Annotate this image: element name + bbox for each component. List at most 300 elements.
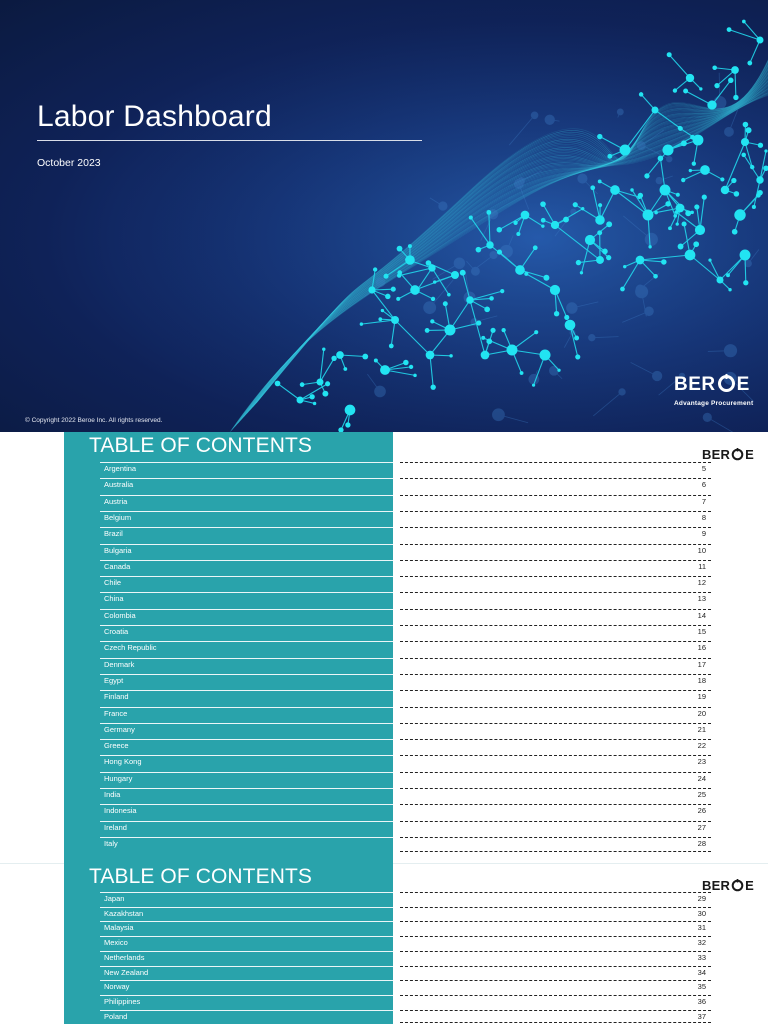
toc-entry-rule: [100, 980, 393, 981]
toc-entry-page: 33: [697, 952, 706, 962]
network-node: [403, 360, 409, 366]
toc-entry-rule: [100, 674, 393, 675]
network-node: [541, 224, 544, 227]
faint-node: [652, 371, 661, 380]
network-node: [606, 255, 611, 260]
faint-node: [531, 112, 538, 119]
toc-entry-label: Canada: [104, 561, 131, 571]
logo-tagline: Advantage Procurement: [674, 400, 754, 407]
network-node: [685, 210, 691, 216]
network-node: [383, 274, 388, 279]
network-hub: [643, 210, 654, 221]
network-node: [673, 214, 677, 218]
network-hub: [734, 209, 745, 220]
network-hub: [551, 221, 559, 229]
toc-leader-line: [400, 723, 711, 724]
logo-o-icon: [731, 448, 744, 461]
network-hub: [651, 106, 658, 113]
faint-node: [724, 127, 733, 136]
network-node: [345, 422, 350, 427]
network-node: [476, 321, 481, 326]
network-hub: [380, 365, 390, 375]
toc-page-2: [0, 863, 768, 1024]
toc-entry-page: 19: [697, 692, 706, 702]
network-node: [433, 280, 436, 283]
toc-entry-page: 18: [697, 675, 706, 685]
beroe-logo: [674, 374, 753, 407]
network-hub: [481, 351, 490, 360]
toc-entry-label: Japan: [104, 894, 125, 903]
toc-leader-line: [400, 851, 711, 852]
toc-leader-line: [400, 527, 711, 528]
network-node: [576, 260, 581, 265]
network-node: [447, 293, 451, 297]
network-hub: [662, 144, 673, 155]
network-node: [460, 270, 466, 276]
toc-leader-line: [400, 921, 711, 922]
toc-entry-rule: [100, 478, 393, 479]
network-node: [747, 61, 752, 66]
network-node: [667, 52, 672, 57]
toc-entry-label: Malaysia: [104, 923, 134, 933]
network-hub: [550, 285, 560, 295]
toc-entry-label: Germany: [104, 724, 135, 734]
network-node: [391, 287, 396, 292]
network-hub: [731, 66, 739, 74]
network-node: [497, 227, 502, 232]
network-node: [431, 384, 436, 389]
toc-entry-rule: [100, 707, 393, 708]
toc-entry-rule: [100, 560, 393, 561]
toc-entry-rule: [100, 527, 393, 528]
toc-entry-page: 17: [697, 659, 706, 669]
network-node: [734, 191, 740, 197]
network-node: [681, 178, 685, 182]
toc-leader-line: [400, 755, 711, 756]
toc-leader-line: [400, 951, 711, 952]
network-hub: [428, 264, 435, 271]
network-node: [486, 210, 491, 215]
toc-entry-rule: [100, 625, 393, 626]
toc-entry-rule: [100, 821, 393, 822]
network-hub: [721, 186, 729, 194]
network-hub: [700, 165, 710, 175]
network-node: [720, 177, 724, 181]
toc-entry-rule: [100, 495, 393, 496]
network-node: [513, 221, 517, 225]
toc-entry-page: 25: [697, 790, 706, 799]
network-node: [580, 271, 583, 274]
network-node: [486, 338, 492, 344]
toc-entry-rule: [100, 966, 393, 967]
toc-leader-line: [400, 511, 711, 512]
network-node: [501, 328, 505, 332]
toc-entry-page: 7: [701, 496, 706, 506]
toc-leader-line: [400, 1010, 711, 1011]
network-node: [449, 354, 452, 357]
faint-node: [424, 302, 436, 314]
network-node: [397, 246, 403, 252]
network-hub: [595, 215, 605, 225]
network-node: [590, 185, 595, 190]
toc-entry-page: 9: [701, 529, 706, 539]
toc-entry-rule: [100, 907, 393, 908]
faint-node: [567, 303, 578, 314]
toc-entry-page: 10: [697, 545, 706, 555]
toc-entry-page: 36: [697, 996, 706, 1006]
cover-date: October 2023: [37, 157, 101, 169]
toc-entry-page: 16: [697, 643, 706, 653]
network-node: [607, 154, 612, 159]
network-hub: [707, 100, 716, 109]
network-node: [540, 201, 546, 207]
toc-entry-rule: [100, 1010, 393, 1011]
network-node: [743, 280, 748, 285]
toc-entry-page: 15: [697, 627, 706, 636]
logo-o-icon: [717, 374, 736, 393]
toc-entry-page: 31: [697, 923, 706, 933]
toc-entry-label: Greece: [104, 741, 129, 751]
toc-entry-page: 11: [698, 561, 706, 571]
network-node: [746, 127, 752, 133]
faint-node: [703, 413, 711, 421]
faint-node: [635, 286, 647, 298]
network-node: [728, 288, 731, 291]
logo-e: E: [745, 447, 754, 462]
toc-entry-page: 26: [697, 806, 706, 816]
title-underline: [37, 140, 422, 141]
network-node: [409, 365, 413, 369]
toc-leader-line: [400, 907, 711, 908]
faint-node: [619, 389, 626, 396]
faint-node: [617, 109, 623, 115]
toc-leader-line: [400, 995, 711, 996]
network-node: [741, 153, 746, 158]
toc-entry-page: 27: [697, 822, 706, 832]
network-node: [275, 381, 281, 387]
toc-entry-page: 5: [701, 464, 706, 473]
network-hub: [391, 316, 399, 324]
toc-entry-rule: [100, 755, 393, 756]
toc-entry-page: 6: [701, 480, 706, 490]
network-hub: [297, 397, 304, 404]
faint-node: [439, 202, 447, 210]
network-node: [683, 89, 688, 94]
network-node: [500, 289, 504, 293]
toc-leader-line: [400, 804, 711, 805]
network-node: [381, 309, 384, 312]
network-node: [325, 381, 330, 386]
toc-entry-rule: [100, 690, 393, 691]
network-node: [726, 273, 730, 277]
toc-entry-page: 29: [697, 894, 706, 903]
network-hub: [317, 379, 324, 386]
network-node: [497, 250, 502, 255]
network-node: [300, 382, 305, 387]
toc-entry-page: 23: [697, 757, 706, 767]
toc-entry-label: Colombia: [104, 610, 136, 620]
faint-node: [490, 251, 497, 258]
network-node: [620, 287, 625, 292]
network-node: [681, 140, 687, 146]
toc-leader-line: [400, 560, 711, 561]
network-node: [598, 203, 602, 207]
toc-entry-rule: [100, 788, 393, 789]
network-hub: [716, 276, 723, 283]
network-hub: [565, 320, 576, 331]
toc-entry-label: China: [104, 594, 124, 604]
network-hub: [610, 185, 620, 195]
toc-entry-rule: [100, 723, 393, 724]
network-hub: [585, 235, 595, 245]
network-node: [481, 336, 485, 340]
toc-entry-page: 22: [697, 741, 706, 751]
network-node: [541, 218, 546, 223]
toc-entry-label: Egypt: [104, 675, 124, 685]
toc-leader-line: [400, 966, 711, 967]
toc-leader-line: [400, 674, 711, 675]
toc-entry-rule: [100, 995, 393, 996]
network-node: [362, 354, 368, 360]
toc-entry-label: Indonesia: [104, 806, 137, 816]
logo-e: E: [736, 374, 750, 395]
network-hub: [756, 36, 763, 43]
network-node: [405, 258, 408, 261]
network-hub: [521, 211, 530, 220]
network-node: [623, 265, 626, 268]
faint-node: [545, 115, 554, 124]
network-node: [360, 322, 363, 325]
toc-entry-page: 28: [697, 838, 706, 848]
toc-entry-page: 21: [697, 724, 706, 734]
network-hub: [686, 74, 694, 82]
toc-entry-label: Austria: [104, 496, 128, 506]
network-node: [653, 274, 658, 279]
network-node: [678, 244, 684, 250]
network-hub: [596, 256, 604, 264]
toc-entry-rule: [100, 641, 393, 642]
toc-beroe-logo: [702, 447, 754, 462]
toc-entry-rule: [100, 609, 393, 610]
faint-node: [645, 233, 657, 245]
logo-o-icon: [731, 879, 744, 892]
network-node: [638, 193, 643, 198]
toc-entry-page: 12: [697, 578, 706, 588]
network-node: [322, 391, 328, 397]
toc-entry-label: Kazakhstan: [104, 908, 144, 918]
network-hub: [368, 286, 375, 293]
network-hub: [345, 405, 356, 416]
toc-page-1: [0, 432, 768, 863]
network-node: [678, 126, 683, 131]
toc-entry-label: France: [104, 708, 128, 718]
toc-leader-line: [400, 478, 711, 479]
toc-entry-label: Brazil: [104, 529, 123, 539]
logo-letters: BER: [702, 447, 731, 462]
network-node: [557, 369, 560, 372]
network-node: [708, 259, 711, 262]
toc-leader-line: [400, 625, 711, 626]
network-node: [758, 143, 763, 148]
network-node: [693, 241, 699, 247]
logo-wordmark: [674, 374, 753, 396]
toc-entry-label: Ireland: [104, 822, 127, 832]
network-node: [389, 344, 394, 349]
faint-node: [656, 177, 663, 184]
network-node: [408, 244, 412, 248]
network-node: [732, 229, 738, 235]
toc-entry-rule: [100, 576, 393, 577]
faint-node: [666, 156, 672, 162]
network-hub: [507, 345, 518, 356]
cover-slide: [0, 0, 768, 432]
network-node: [373, 267, 377, 271]
network-node: [690, 135, 695, 140]
network-node: [520, 371, 524, 375]
logo-letters: BER: [674, 374, 716, 395]
toc-entry-label: Argentina: [104, 464, 137, 473]
faint-node: [375, 386, 386, 397]
network-hub: [445, 325, 456, 336]
faint-node: [724, 344, 736, 356]
toc-entry-label: Netherlands: [104, 952, 145, 962]
faint-node: [492, 409, 504, 421]
toc-leader-line: [400, 707, 711, 708]
network-hub: [515, 265, 525, 275]
network-node: [543, 275, 549, 281]
network-node: [309, 394, 314, 399]
logo-letters: BER: [702, 878, 731, 893]
toc-entry-rule: [100, 951, 393, 952]
copyright-notice: © Copyright 2022 Beroe Inc. All rights reserved.: [25, 417, 163, 424]
toc-leader-line: [400, 658, 711, 659]
network-node: [690, 211, 693, 214]
network-node: [374, 359, 378, 363]
toc-leader-line: [400, 462, 711, 463]
network-graphic: [0, 0, 768, 432]
network-node: [673, 88, 677, 92]
toc-entry-page: 37: [697, 1011, 706, 1021]
toc-entry-label: Hong Kong: [104, 757, 142, 767]
toc-entry-label: Philippines: [104, 996, 141, 1006]
toc-entry-label: India: [104, 790, 121, 799]
network-node: [524, 272, 528, 276]
toc-leader-line: [400, 690, 711, 691]
toc-entry-page: 34: [697, 967, 706, 977]
network-node: [430, 319, 434, 323]
toc-entry-label: New Zealand: [104, 967, 149, 977]
network-node: [343, 367, 347, 371]
network-hub: [685, 250, 696, 261]
network-node: [682, 221, 687, 226]
toc-entry-rule: [100, 921, 393, 922]
toc-entry-label: Australia: [104, 480, 134, 490]
toc-heading: TABLE OF CONTENTS: [89, 865, 312, 888]
network-node: [554, 311, 559, 316]
network-hub: [695, 225, 705, 235]
toc-entry-label: Norway: [104, 982, 130, 992]
toc-beroe-logo: [702, 878, 754, 893]
toc-entry-page: 35: [697, 982, 706, 992]
toc-leader-line: [400, 1022, 711, 1023]
network-node: [639, 92, 643, 96]
toc-entry-label: Denmark: [104, 659, 135, 669]
network-node: [331, 356, 336, 361]
network-node: [597, 134, 602, 139]
network-node: [654, 211, 658, 215]
network-hub: [636, 256, 645, 265]
network-node: [575, 354, 580, 359]
network-node: [431, 297, 435, 301]
toc-heading: TABLE OF CONTENTS: [89, 434, 312, 457]
network-node: [516, 232, 520, 236]
network-node: [397, 273, 401, 277]
toc-entry-rule: [100, 772, 393, 773]
network-node: [694, 204, 699, 209]
toc-entry-page: 24: [697, 773, 706, 783]
network-node: [469, 216, 473, 220]
toc-leader-line: [400, 837, 711, 838]
toc-entry-label: Finland: [104, 692, 129, 702]
network-node: [692, 161, 696, 165]
faint-node: [578, 174, 587, 183]
network-node: [689, 169, 692, 172]
toc-leader-line: [400, 821, 711, 822]
network-node: [532, 384, 535, 387]
toc-leader-line: [400, 980, 711, 981]
network-node: [743, 122, 749, 128]
network-node: [425, 328, 430, 333]
toc-entry-rule: [100, 462, 393, 463]
network-hub: [336, 351, 344, 359]
network-node: [413, 374, 417, 378]
toc-leader-line: [400, 576, 711, 577]
network-node: [661, 259, 666, 264]
network-hub: [466, 296, 473, 303]
network-node: [665, 201, 671, 207]
network-node: [606, 221, 612, 227]
network-hub: [486, 241, 493, 248]
network-node: [378, 317, 382, 321]
toc-entry-page: 14: [697, 610, 706, 620]
faint-node: [637, 142, 645, 150]
network-node: [658, 156, 664, 162]
toc-leader-line: [400, 772, 711, 773]
toc-leader-line: [400, 609, 711, 610]
network-node: [563, 217, 569, 223]
network-node: [533, 245, 538, 250]
network-node: [489, 296, 494, 301]
logo-e: E: [745, 878, 754, 893]
toc-entry-rule: [100, 592, 393, 593]
toc-leader-line: [400, 892, 711, 893]
toc-entry-rule: [100, 804, 393, 805]
toc-entry-page: 32: [697, 938, 706, 948]
network-node: [396, 297, 400, 301]
toc-entry-label: Bulgaria: [104, 545, 132, 555]
network-node: [714, 83, 719, 88]
toc-leader-line: [400, 936, 711, 937]
toc-entry-label: Hungary: [104, 773, 133, 783]
toc-entry-rule: [100, 837, 393, 838]
network-node: [630, 188, 633, 191]
toc-entry-page: 30: [697, 908, 706, 918]
toc-entry-rule: [100, 544, 393, 545]
toc-entry-rule: [100, 936, 393, 937]
network-node: [574, 336, 579, 341]
toc-entry-page: 13: [697, 594, 706, 604]
network-node: [534, 330, 538, 334]
